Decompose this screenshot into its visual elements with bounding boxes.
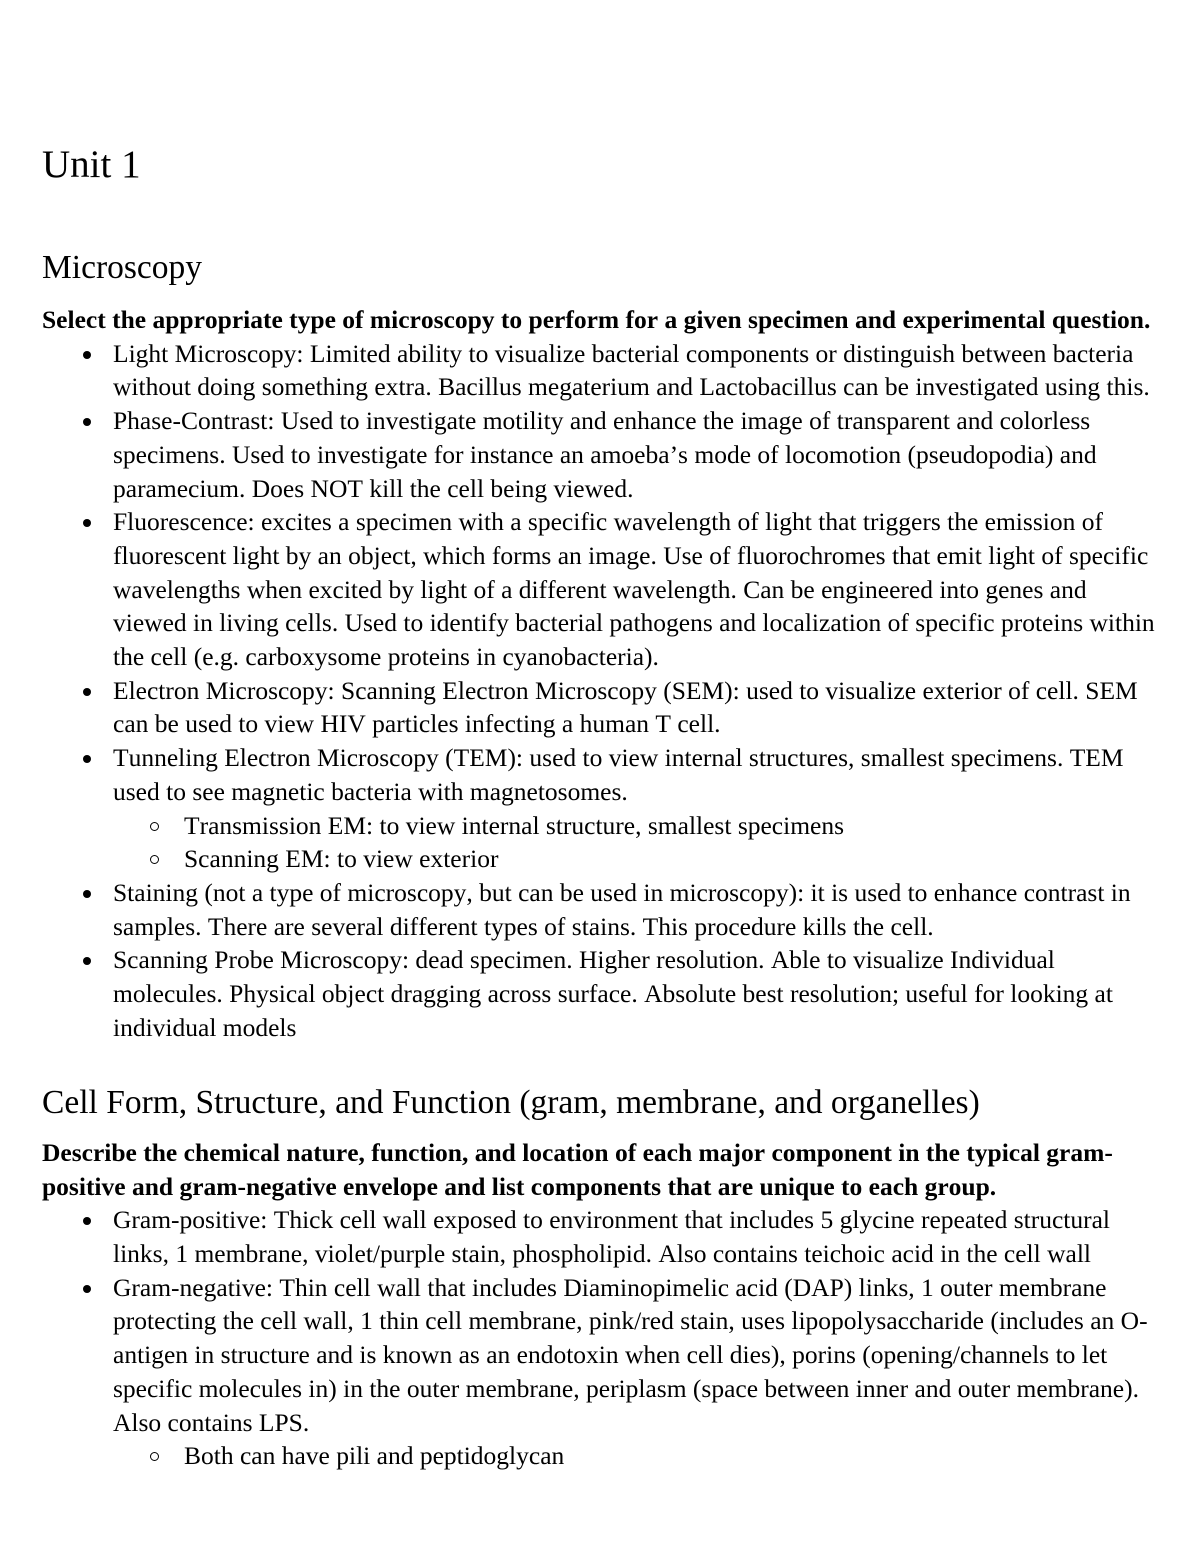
list-item-text: Staining (not a type of microscopy, but can be used in microscopy): it is used to enhance contrast in samples. There are several different types of stains. This procedure kills the cell. — [113, 877, 1131, 941]
section-heading: Cell Form, Structure, and Function (gram, membrane, and organelles) — [42, 1083, 980, 1121]
sub-list-item-both — [184, 1439, 1162, 1473]
bullet-icon — [83, 519, 91, 527]
bullet-list — [42, 1203, 1162, 1473]
list-item-text: Light Microscopy: Limited ability to visualize bacterial components or distinguish between bacteria without doing something extra. Bacillus megaterium and Lactobacillus can be investigated using this. — [113, 338, 1150, 402]
list-item-text: Gram-negative: Thin cell wall that includes Diaminopimelic acid (DAP) links, 1 outer membrane protecting the cell wall, 1 thin cell membrane, pink/red stain, uses lipopolysaccharide (includes an O-antigen in structure and is known as an endotoxin when cell dies), porins (opening/channels to let specific molecules in) in the outer membrane, periplasm (space between inner and outer membrane). Also contains LPS. — [113, 1272, 1148, 1437]
list-item-text: Tunneling Electron Microscopy (TEM): used to view internal structures, smallest specimens. TEM used to see magnetic bacteria with magnetosomes. — [113, 743, 1124, 806]
sub-list-item-transmission-em — [184, 809, 1162, 843]
sub-bullet-list — [113, 1439, 1162, 1473]
sub-list-item-scanning-em — [184, 842, 1162, 876]
bullet-icon — [83, 957, 91, 965]
list-item-text: Phase-Contrast: Used to investigate motility and enhance the image of transparent and colorless specimens. Used to investigate for instance an amoeba’s mode of locomotion (pseudopodia) and paramecium. Does NOT kill the cell being viewed. — [113, 406, 1097, 503]
list-item-gram-positive — [113, 1203, 1162, 1270]
list-item-phase-contrast — [113, 404, 1162, 505]
bullet-list — [42, 337, 1162, 1045]
bullet-icon — [83, 1217, 91, 1225]
learning-objective: Select the appropriate type of microscopy to perform for a given specimen and experimental question. — [42, 305, 1151, 334]
list-item-text: Scanning Probe Microscopy: dead specimen. Higher resolution. Able to visualize Individual molecules. Physical object dragging across surface. Absolute best resolution; useful for looking at individual models — [113, 945, 1113, 1042]
list-item-text: Gram-positive: Thick cell wall exposed to environment that includes 5 glycine repeated structural links, 1 membrane, violet/purple stain, phospholipid. Also contains teichoic acid in the cell wall — [113, 1205, 1111, 1269]
hollow-bullet-icon — [150, 822, 159, 831]
bullet-icon — [83, 1285, 91, 1293]
list-item-gram-negative — [113, 1271, 1162, 1473]
list-item-fluorescence — [113, 505, 1162, 674]
sub-bullet-list — [113, 809, 1162, 876]
bullet-icon — [83, 755, 91, 763]
list-item-scanning-probe — [113, 943, 1162, 1044]
unit-title: Unit 1 — [42, 143, 141, 186]
hollow-bullet-icon — [150, 855, 159, 864]
bullet-icon — [83, 688, 91, 696]
list-item-text: Fluorescence: excites a specimen with a specific wavelength of light that triggers the emission of fluorescent light by an object, which forms an image. Use of fluorochromes that emit light of specific wavelengths when excited by light of a different wavelength. Can be engineered into genes and viewed in living cells. Used to identify bacterial pathogens and localization of specific proteins within the cell (e.g. carboxysome proteins in cyanobacteria). — [113, 507, 1155, 672]
sub-list-item-text: Both can have pili and peptidoglycan — [184, 1441, 565, 1471]
sub-list-item-text: Scanning EM: to view exterior — [184, 844, 499, 874]
learning-objective: Describe the chemical nature, function, and location of each major component in the typical gram-positive and gram-negative envelope and list components that are unique to each group. — [42, 1137, 1113, 1201]
bullet-icon — [83, 418, 91, 426]
list-item-light-microscopy — [113, 337, 1162, 404]
hollow-bullet-icon — [150, 1452, 159, 1461]
bullet-icon — [83, 890, 91, 898]
section-cell-form — [42, 1083, 1162, 1473]
list-item-text: Electron Microscopy: Scanning Electron Microscopy (SEM): used to visualize exterior of cell. SEM can be used to view HIV particles infecting a human T cell. — [113, 675, 1138, 739]
list-item-staining — [113, 876, 1162, 943]
bullet-icon — [83, 351, 91, 359]
list-item-electron-microscopy — [113, 674, 1162, 741]
list-item-tunneling-em — [113, 741, 1162, 876]
section-microscopy — [42, 248, 1162, 1044]
sub-list-item-text: Transmission EM: to view internal structure, smallest specimens — [184, 810, 845, 840]
section-heading: Microscopy — [42, 249, 203, 286]
